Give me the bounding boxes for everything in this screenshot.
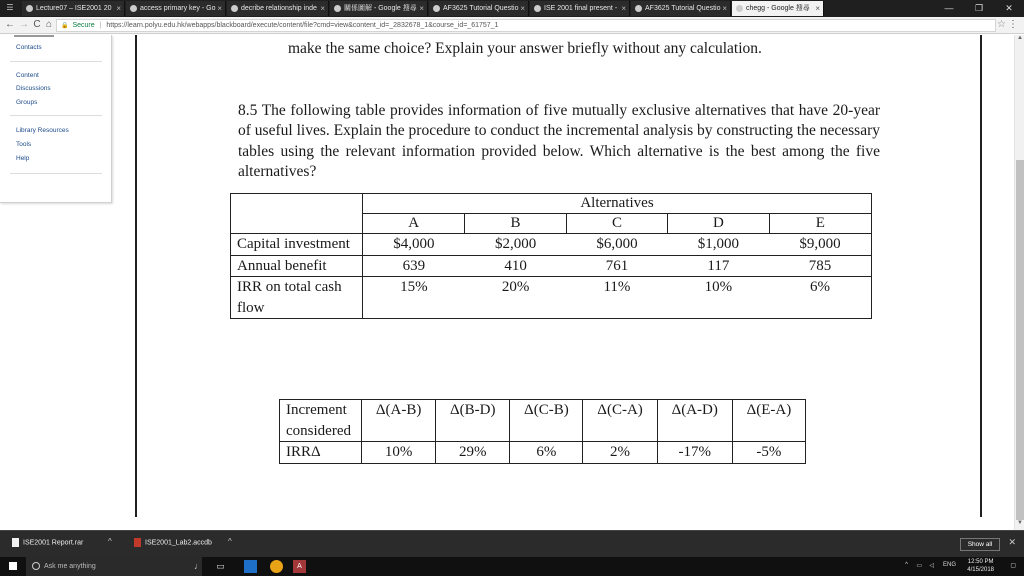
clock-time: 12:50 PM <box>967 559 994 565</box>
menu-divider <box>10 61 102 62</box>
download-filename: ISE2001 Report.rar <box>23 539 84 547</box>
clock-date: 4/15/2018 <box>967 566 994 573</box>
irr-delta-cell: 2% <box>583 442 657 464</box>
table-cell: 639 <box>363 255 465 277</box>
incremental-irr-table <box>279 399 806 464</box>
table-cell: $1,000 <box>668 234 769 256</box>
browser-tab[interactable] <box>22 1 125 16</box>
tab-close-icon[interactable]: × <box>419 4 424 13</box>
alternative-column-header: D <box>668 214 769 234</box>
volume-icon[interactable]: ◁ <box>929 563 934 569</box>
address-url[interactable]: https://learn.polyu.edu.hk/webapps/blackboard/execute/content/file?cmd=view&content_id=_2832678_1&course_id=_61757_1 <box>106 22 499 29</box>
menu-divider <box>10 115 102 116</box>
scroll-down-arrow-icon[interactable]: ▼ <box>1017 520 1023 526</box>
irr-delta-cell: 6% <box>510 442 583 464</box>
lock-icon: 🔒 <box>61 23 69 29</box>
tab-favicon-icon <box>26 5 33 12</box>
file-icon <box>12 538 19 547</box>
show-all-downloads-button[interactable]: Show all <box>960 538 1000 551</box>
tab-label: chegg - Google 搜尋 <box>746 5 810 12</box>
browser-tab[interactable] <box>126 1 226 16</box>
tab-label: AF3625 Tutorial Questio <box>443 5 519 12</box>
table-row <box>231 234 872 256</box>
browser-tab[interactable] <box>429 1 529 16</box>
menu-divider <box>14 35 54 37</box>
download-item[interactable] <box>134 538 212 547</box>
table-cell: 15% <box>363 277 465 319</box>
row-label: IRR on total cash flow <box>231 277 363 319</box>
tab-close-icon[interactable]: × <box>722 4 727 13</box>
tab-label: decribe relationship inde <box>241 5 317 12</box>
browser-toolbar <box>0 17 1024 34</box>
windows-taskbar <box>0 557 1024 576</box>
scroll-up-arrow-icon[interactable]: ▲ <box>1017 35 1023 41</box>
search-placeholder: Ask me anything <box>44 563 96 570</box>
row-label: Capital investment <box>231 234 363 256</box>
menu-item-contacts[interactable]: Contacts <box>16 44 42 51</box>
table-cell: 20% <box>465 277 566 319</box>
table-corner-cell <box>231 194 363 234</box>
table-cell: $6,000 <box>566 234 667 256</box>
file-icon <box>134 538 141 547</box>
menu-divider <box>10 173 102 174</box>
menu-item-discussions[interactable]: Discussions <box>16 85 51 92</box>
tab-close-icon[interactable]: × <box>320 4 325 13</box>
cortana-icon <box>32 562 40 570</box>
reload-button[interactable]: C <box>33 19 41 30</box>
tab-favicon-icon <box>736 5 743 12</box>
menu-item-library-resources[interactable]: Library Resources <box>16 127 69 134</box>
tab-close-icon[interactable]: × <box>217 4 222 13</box>
irr-delta-cell: -5% <box>732 442 805 464</box>
tab-label: ISE 2001 final present - <box>544 5 618 12</box>
tab-favicon-icon <box>231 5 238 12</box>
secure-label: Secure <box>72 22 95 29</box>
download-options-chevron-icon[interactable]: ^ <box>108 537 112 546</box>
tab-close-icon[interactable]: × <box>621 4 626 13</box>
minimize-button[interactable]: — <box>944 3 954 13</box>
table-cell: 10% <box>668 277 769 319</box>
table-row <box>231 277 872 319</box>
windows-logo-icon <box>9 562 17 570</box>
tab-close-icon[interactable]: × <box>520 4 525 13</box>
browser-tab[interactable] <box>631 1 731 16</box>
menu-item-content[interactable]: Content <box>16 72 39 79</box>
browser-tab[interactable] <box>330 1 428 16</box>
microphone-icon[interactable]: ♩ <box>194 561 203 571</box>
row-label: Annual benefit <box>231 255 363 277</box>
course-menu <box>0 35 112 203</box>
increment-column-header: Δ(E-A) <box>732 400 805 442</box>
tray-overflow-icon[interactable]: ^ <box>905 562 908 568</box>
home-button[interactable]: ⌂ <box>45 19 53 30</box>
menu-item-help[interactable]: Help <box>16 155 30 162</box>
browser-tab[interactable] <box>530 1 630 16</box>
tab-favicon-icon <box>130 5 137 12</box>
tab-label: Lecture07 – ISE2001 20 <box>36 5 112 12</box>
menu-item-groups[interactable]: Groups <box>16 99 38 106</box>
increment-column-header: Δ(A-D) <box>657 400 732 442</box>
table-cell: 761 <box>566 255 667 277</box>
previous-question-line: make the same choice? Explain your answer briefly without any calculation. <box>288 40 762 57</box>
alternative-column-header: C <box>566 214 667 234</box>
language-indicator[interactable]: ENG <box>942 562 956 568</box>
table-cell: 117 <box>668 255 769 277</box>
browser-tab-strip <box>0 0 1024 17</box>
tab-label: 關係圖解 - Google 搜尋 <box>344 5 417 12</box>
download-options-chevron-icon[interactable]: ^ <box>228 537 232 546</box>
taskbar-clock[interactable] <box>967 559 994 574</box>
address-bar[interactable] <box>56 19 996 32</box>
chrome-icon[interactable] <box>270 560 283 573</box>
browser-menu-icon[interactable]: ⋮ <box>1008 19 1018 30</box>
page-scrollbar[interactable] <box>1014 35 1024 530</box>
tab-search-icon[interactable]: ☰ <box>6 3 14 12</box>
table-cell: $2,000 <box>465 234 566 256</box>
irr-delta-cell: 29% <box>436 442 510 464</box>
download-item[interactable] <box>12 538 83 547</box>
download-bar <box>0 530 1024 557</box>
tab-label: AF3625 Tutorial Questio <box>645 5 721 12</box>
start-button[interactable] <box>0 557 26 576</box>
scrollbar-thumb[interactable] <box>1016 160 1024 520</box>
monitor-app-icon[interactable] <box>244 560 257 573</box>
network-icon[interactable]: ▭ <box>916 563 922 569</box>
tab-favicon-icon <box>433 5 440 12</box>
table-cell: 6% <box>769 277 871 319</box>
alternatives-table <box>230 193 872 319</box>
tab-favicon-icon <box>534 5 541 12</box>
forward-button[interactable]: → <box>19 19 29 30</box>
increment-column-header: Δ(B-D) <box>436 400 510 442</box>
table-cell: 785 <box>769 255 871 277</box>
alternative-column-header: A <box>363 214 465 234</box>
back-button[interactable]: ← <box>5 19 15 30</box>
close-window-button[interactable]: ✕ <box>1005 3 1013 13</box>
tab-close-icon[interactable]: × <box>116 4 121 13</box>
close-download-bar-icon[interactable]: ✕ <box>1008 537 1016 547</box>
task-view-icon[interactable]: ▭ <box>216 561 225 571</box>
increment-column-header: Δ(C-A) <box>583 400 657 442</box>
question-8-5-text: 8.5 The following table provides information of five mutually exclusive alternatives that have 20-year of useful lives. Explain the procedure to conduct the incremental analysis by constructing the necessary tables using the relevant information provided below. Which alternative is the best among the five alternatives? <box>238 102 880 180</box>
access-app-icon[interactable]: A <box>293 560 306 573</box>
irr-delta-label: IRRΔ <box>280 442 362 464</box>
table-cell: $9,000 <box>769 234 871 256</box>
increment-considered-label: Increment considered <box>280 400 362 442</box>
bookmark-star-icon[interactable]: ☆ <box>997 19 1006 30</box>
maximize-button[interactable]: ❐ <box>974 3 984 13</box>
taskbar-search-box[interactable] <box>26 557 202 576</box>
irr-delta-cell: 10% <box>362 442 436 464</box>
download-filename: ISE2001_Lab2.accdb <box>145 539 212 547</box>
table-cell: 11% <box>566 277 667 319</box>
table-cell: $4,000 <box>363 234 465 256</box>
irr-delta-row <box>280 442 806 464</box>
menu-item-tools[interactable]: Tools <box>16 141 32 148</box>
tab-label: access primary key - Go <box>140 5 216 12</box>
increment-header-row <box>280 400 806 442</box>
tab-close-icon[interactable]: × <box>815 4 820 13</box>
irr-delta-cell: -17% <box>657 442 732 464</box>
tab-favicon-icon <box>635 5 642 12</box>
alternatives-header: Alternatives <box>363 194 872 214</box>
tab-favicon-icon <box>334 5 341 12</box>
table-row <box>231 255 872 277</box>
address-separator: | <box>99 22 102 29</box>
alternative-column-header: B <box>465 214 566 234</box>
increment-column-header: Δ(A-B) <box>362 400 436 442</box>
increment-column-header: Δ(C-B) <box>510 400 583 442</box>
notifications-icon[interactable]: ▢ <box>1010 563 1016 569</box>
browser-tab[interactable] <box>732 1 824 16</box>
alternative-column-header: E <box>769 214 871 234</box>
browser-tab[interactable] <box>227 1 329 16</box>
table-cell: 410 <box>465 255 566 277</box>
